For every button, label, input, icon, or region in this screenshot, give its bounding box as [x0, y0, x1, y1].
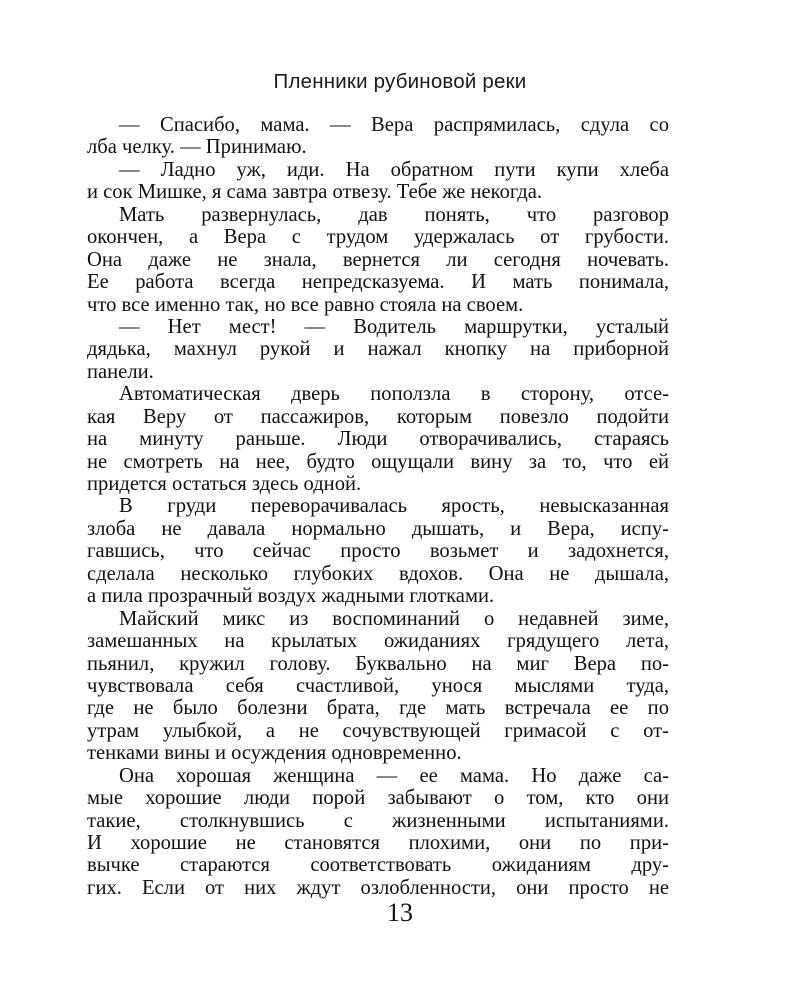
text-line: Ее работа всегда непредсказуема. И мать понимала, [87, 271, 669, 294]
text-line: окончен, а Вера с трудом удержалась от грубости. [87, 226, 669, 249]
text-line: на минуту раньше. Люди отворачивались, стараясь [87, 428, 669, 451]
text-line: замешанных на крылатых ожиданиях грядущего лета, [87, 630, 669, 653]
text-line: И хорошие не становятся плохими, они по при- [87, 832, 669, 854]
paragraph [87, 608, 669, 765]
text-line: мые хорошие люди порой забывают о том, кто они [87, 787, 669, 810]
text-line: — Ладно уж, иди. На обратном пути купи хлеба [119, 158, 669, 181]
text-line: Она хорошая женщина — ее мама. Но даже са- [119, 764, 669, 787]
text-line: а пила прозрачный воздух жадными глотками. [87, 585, 495, 608]
running-head: Пленники рубиновой реки [273, 70, 527, 93]
text-line: такие, столкнувшись с жизненными испытаниями. [87, 809, 669, 832]
text-line: — Спасибо, мама. — Вера распрямилась, сдула со [119, 114, 669, 136]
text-line: Она даже не знала, вернется ли сегодня ночевать. [87, 248, 669, 271]
paragraph [87, 159, 669, 204]
text-line: чувствовала себя счастливой, унося мыслями туда, [87, 674, 669, 697]
page-number: 13 [387, 898, 413, 927]
body-text [87, 114, 669, 899]
text-line: В груди переворачивалась ярость, невысказанная [119, 495, 669, 518]
text-line: дядька, махнул рукой и нажал кнопку на приборной [87, 338, 669, 361]
text-line: гих. Если от них ждут озлобленности, они просто не [87, 876, 669, 899]
text-line: лба челку. — Принимаю. [87, 136, 307, 159]
text-line: гавшись, что сейчас просто возьмет и задохнется, [87, 540, 669, 563]
text-line: сделала несколько глубоких вдохов. Она не дышала, [87, 562, 669, 585]
paragraph [87, 114, 669, 159]
text-line: — Нет мест! — Водитель маршрутки, усталый [119, 315, 669, 338]
text-line: пьянил, кружил голову. Буквально на миг Вера по- [87, 652, 669, 675]
paragraph [87, 316, 669, 383]
text-line: не смотреть на нее, будто ощущали вину за то, что ей [87, 450, 669, 473]
paragraph [87, 765, 669, 900]
text-line: панели. [87, 360, 154, 383]
text-line: вычке стараются соответствовать ожиданиям дру- [87, 854, 669, 877]
text-line: злоба не давала нормально дышать, и Вера, испу- [87, 517, 669, 540]
text-line: что все именно так, но все равно стояла на своем. [87, 293, 524, 316]
text-line: где не было болезни брата, где мать встречала ее по [87, 697, 669, 720]
text-line: придется остаться здесь одной. [87, 473, 362, 495]
text-line: Автоматическая дверь поползла в сторону, отсе- [119, 383, 669, 406]
text-line: Майский микс из воспоминаний о недавней зиме, [119, 607, 669, 630]
paragraph [87, 204, 669, 316]
paragraph [87, 383, 669, 495]
text-line: кая Веру от пассажиров, которым повезло подойти [87, 405, 669, 428]
text-line: Мать развернулась, дав понять, что разговор [119, 203, 669, 226]
paragraph [87, 495, 669, 607]
text-line: тенками вины и осуждения одновременно. [87, 742, 462, 765]
text-line: и сок Мишке, я сама завтра отвезу. Тебе же некогда. [87, 181, 543, 204]
text-line: утрам улыбкой, а не сочувствующей гримасой с от- [87, 719, 669, 742]
